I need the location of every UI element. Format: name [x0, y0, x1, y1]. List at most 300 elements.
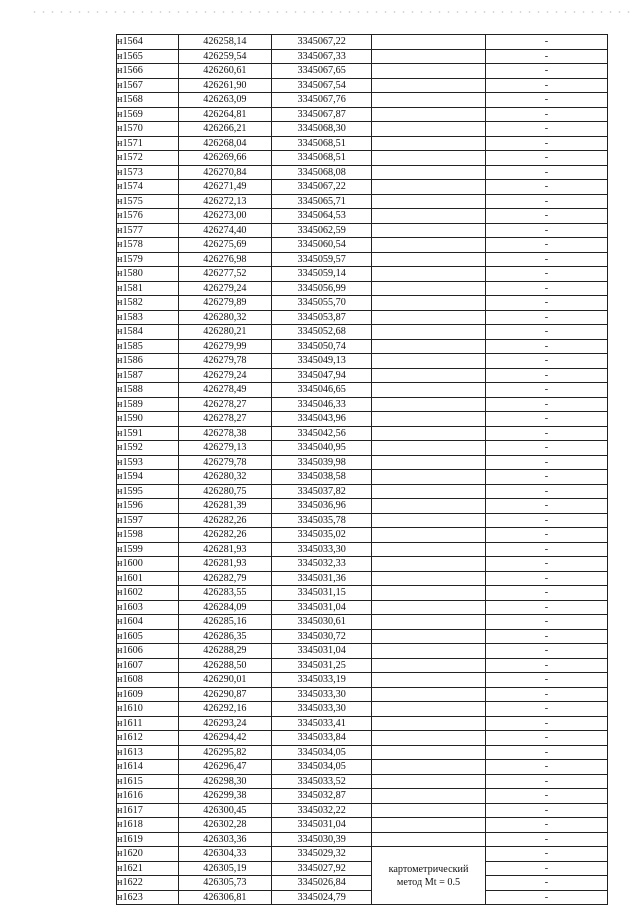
y-coordinate-cell: 3345067,22 — [272, 35, 372, 50]
method-column-cell — [372, 107, 486, 122]
y-coordinate-cell: 3345037,82 — [272, 484, 372, 499]
method-column-cell — [372, 238, 486, 253]
x-coordinate-cell: 426273,00 — [178, 209, 272, 224]
x-coordinate-cell: 426279,13 — [178, 441, 272, 456]
method-column-cell — [372, 658, 486, 673]
point-id-cell: н1574 — [117, 180, 179, 195]
method-column-cell — [372, 35, 486, 50]
point-id-cell: н1586 — [117, 354, 179, 369]
method-column-cell — [372, 455, 486, 470]
point-id-cell: н1601 — [117, 571, 179, 586]
point-id-cell: н1599 — [117, 542, 179, 557]
point-id-cell: н1618 — [117, 818, 179, 833]
point-id-cell: н1585 — [117, 339, 179, 354]
x-coordinate-cell: 426260,61 — [178, 64, 272, 79]
y-coordinate-cell: 3345032,87 — [272, 789, 372, 804]
coordinates-table-body — [117, 35, 608, 905]
x-coordinate-cell: 426290,01 — [178, 673, 272, 688]
table-row — [117, 803, 608, 818]
method-column-cell — [372, 223, 486, 238]
x-coordinate-cell: 426258,14 — [178, 35, 272, 50]
point-id-cell: н1607 — [117, 658, 179, 673]
accuracy-cell: - — [485, 252, 607, 267]
table-row — [117, 194, 608, 209]
accuracy-cell: - — [485, 368, 607, 383]
y-coordinate-cell: 3345033,41 — [272, 716, 372, 731]
table-row — [117, 339, 608, 354]
method-column-cell — [372, 673, 486, 688]
point-id-cell: н1578 — [117, 238, 179, 253]
table-row — [117, 818, 608, 833]
y-coordinate-cell: 3345032,33 — [272, 557, 372, 572]
table-row — [117, 78, 608, 93]
x-coordinate-cell: 426280,32 — [178, 310, 272, 325]
method-column-cell — [372, 78, 486, 93]
method-column-cell — [372, 702, 486, 717]
table-row — [117, 325, 608, 340]
point-id-cell: н1583 — [117, 310, 179, 325]
method-column-cell — [372, 774, 486, 789]
table-row — [117, 644, 608, 659]
point-id-cell: н1604 — [117, 615, 179, 630]
y-coordinate-cell: 3345033,84 — [272, 731, 372, 746]
x-coordinate-cell: 426295,82 — [178, 745, 272, 760]
accuracy-cell: - — [485, 267, 607, 282]
y-coordinate-cell: 3345053,87 — [272, 310, 372, 325]
y-coordinate-cell: 3345031,04 — [272, 644, 372, 659]
table-row — [117, 252, 608, 267]
y-coordinate-cell: 3345067,33 — [272, 49, 372, 64]
table-row — [117, 122, 608, 137]
x-coordinate-cell: 426279,99 — [178, 339, 272, 354]
table-row — [117, 238, 608, 253]
point-id-cell: н1598 — [117, 528, 179, 543]
x-coordinate-cell: 426282,26 — [178, 513, 272, 528]
table-row — [117, 557, 608, 572]
y-coordinate-cell: 3345065,71 — [272, 194, 372, 209]
x-coordinate-cell: 426279,24 — [178, 281, 272, 296]
table-row — [117, 615, 608, 630]
x-coordinate-cell: 426306,81 — [178, 890, 272, 905]
accuracy-cell: - — [485, 339, 607, 354]
point-id-cell: н1620 — [117, 847, 179, 862]
y-coordinate-cell: 3345034,05 — [272, 745, 372, 760]
method-column-cell — [372, 716, 486, 731]
accuracy-cell: - — [485, 136, 607, 151]
accuracy-cell: - — [485, 629, 607, 644]
point-id-cell: н1572 — [117, 151, 179, 166]
y-coordinate-cell: 3345068,51 — [272, 136, 372, 151]
x-coordinate-cell: 426285,16 — [178, 615, 272, 630]
y-coordinate-cell: 3345046,33 — [272, 397, 372, 412]
table-row — [117, 528, 608, 543]
x-coordinate-cell: 426282,79 — [178, 571, 272, 586]
method-column-cell — [372, 281, 486, 296]
accuracy-cell: - — [485, 325, 607, 340]
method-column-cell — [372, 803, 486, 818]
table-row — [117, 296, 608, 311]
point-id-cell: н1579 — [117, 252, 179, 267]
y-coordinate-cell: 3345068,30 — [272, 122, 372, 137]
accuracy-cell: - — [485, 557, 607, 572]
accuracy-cell: - — [485, 238, 607, 253]
table-row — [117, 209, 608, 224]
point-id-cell: н1619 — [117, 832, 179, 847]
x-coordinate-cell: 426281,93 — [178, 557, 272, 572]
table-row — [117, 93, 608, 108]
point-id-cell: н1570 — [117, 122, 179, 137]
point-id-cell: н1611 — [117, 716, 179, 731]
point-id-cell: н1600 — [117, 557, 179, 572]
y-coordinate-cell: 3345043,96 — [272, 412, 372, 427]
accuracy-cell: - — [485, 861, 607, 876]
point-id-cell: н1610 — [117, 702, 179, 717]
accuracy-cell: - — [485, 818, 607, 833]
method-column-cell — [372, 267, 486, 282]
method-column-cell — [372, 484, 486, 499]
x-coordinate-cell: 426268,04 — [178, 136, 272, 151]
accuracy-cell: - — [485, 354, 607, 369]
x-coordinate-cell: 426304,33 — [178, 847, 272, 862]
table-row — [117, 702, 608, 717]
y-coordinate-cell: 3345035,78 — [272, 513, 372, 528]
y-coordinate-cell: 3345034,05 — [272, 760, 372, 775]
y-coordinate-cell: 3345029,32 — [272, 847, 372, 862]
point-id-cell: н1569 — [117, 107, 179, 122]
accuracy-cell: - — [485, 223, 607, 238]
table-row — [117, 890, 608, 905]
accuracy-cell: - — [485, 470, 607, 485]
accuracy-cell: - — [485, 687, 607, 702]
x-coordinate-cell: 426305,73 — [178, 876, 272, 891]
x-coordinate-cell: 426283,55 — [178, 586, 272, 601]
accuracy-cell: - — [485, 731, 607, 746]
point-id-cell: н1623 — [117, 890, 179, 905]
x-coordinate-cell: 426303,36 — [178, 832, 272, 847]
point-id-cell: н1589 — [117, 397, 179, 412]
method-column-cell — [372, 760, 486, 775]
y-coordinate-cell: 3345036,96 — [272, 499, 372, 514]
accuracy-cell: - — [485, 64, 607, 79]
accuracy-cell: - — [485, 499, 607, 514]
method-column-cell — [372, 513, 486, 528]
y-coordinate-cell: 3345031,04 — [272, 600, 372, 615]
accuracy-cell: - — [485, 151, 607, 166]
point-id-cell: н1616 — [117, 789, 179, 804]
method-column-cell — [372, 832, 486, 847]
table-row — [117, 658, 608, 673]
accuracy-cell: - — [485, 296, 607, 311]
table-row — [117, 861, 608, 876]
method-column-cell — [372, 93, 486, 108]
x-coordinate-cell: 426277,52 — [178, 267, 272, 282]
point-id-cell: н1594 — [117, 470, 179, 485]
x-coordinate-cell: 426275,69 — [178, 238, 272, 253]
table-row — [117, 484, 608, 499]
accuracy-cell: - — [485, 35, 607, 50]
method-column-cell — [372, 745, 486, 760]
accuracy-cell: - — [485, 180, 607, 195]
point-id-cell: н1581 — [117, 281, 179, 296]
method-column-cell — [372, 687, 486, 702]
method-column-cell — [372, 615, 486, 630]
method-column-cell — [372, 209, 486, 224]
x-coordinate-cell: 426305,19 — [178, 861, 272, 876]
y-coordinate-cell: 3345030,39 — [272, 832, 372, 847]
accuracy-cell: - — [485, 310, 607, 325]
accuracy-cell: - — [485, 281, 607, 296]
x-coordinate-cell: 426281,39 — [178, 499, 272, 514]
point-id-cell: н1622 — [117, 876, 179, 891]
x-coordinate-cell: 426263,09 — [178, 93, 272, 108]
y-coordinate-cell: 3345068,08 — [272, 165, 372, 180]
y-coordinate-cell: 3345038,58 — [272, 470, 372, 485]
table-row — [117, 397, 608, 412]
accuracy-cell: - — [485, 441, 607, 456]
method-column-cell — [372, 136, 486, 151]
y-coordinate-cell: 3345031,25 — [272, 658, 372, 673]
x-coordinate-cell: 426298,30 — [178, 774, 272, 789]
method-column-cell — [372, 629, 486, 644]
y-coordinate-cell: 3345049,13 — [272, 354, 372, 369]
method-column-cell — [372, 49, 486, 64]
accuracy-cell: - — [485, 426, 607, 441]
accuracy-cell: - — [485, 774, 607, 789]
point-id-cell: н1584 — [117, 325, 179, 340]
table-row — [117, 789, 608, 804]
accuracy-cell: - — [485, 122, 607, 137]
method-column-cell — [372, 151, 486, 166]
y-coordinate-cell: 3345039,98 — [272, 455, 372, 470]
table-row — [117, 455, 608, 470]
y-coordinate-cell: 3345067,22 — [272, 180, 372, 195]
y-coordinate-cell: 3345033,30 — [272, 542, 372, 557]
point-id-cell: н1621 — [117, 861, 179, 876]
method-column-cell — [372, 165, 486, 180]
table-row — [117, 586, 608, 601]
table-row — [117, 673, 608, 688]
method-column-cell — [372, 557, 486, 572]
y-coordinate-cell: 3345050,74 — [272, 339, 372, 354]
method-column-cell — [372, 528, 486, 543]
method-column-cell — [372, 412, 486, 427]
y-coordinate-cell: 3345067,65 — [272, 64, 372, 79]
y-coordinate-cell: 3345067,87 — [272, 107, 372, 122]
accuracy-cell: - — [485, 107, 607, 122]
point-id-cell: н1615 — [117, 774, 179, 789]
accuracy-cell: - — [485, 209, 607, 224]
y-coordinate-cell: 3345062,59 — [272, 223, 372, 238]
method-column-cell — [372, 354, 486, 369]
accuracy-cell: - — [485, 586, 607, 601]
table-row — [117, 281, 608, 296]
point-id-cell: н1606 — [117, 644, 179, 659]
method-column-cell — [372, 600, 486, 615]
method-column-cell — [372, 426, 486, 441]
table-row — [117, 35, 608, 50]
table-row — [117, 847, 608, 862]
y-coordinate-cell: 3345030,61 — [272, 615, 372, 630]
y-coordinate-cell: 3345035,02 — [272, 528, 372, 543]
table-row — [117, 760, 608, 775]
table-row — [117, 180, 608, 195]
method-column-cell — [372, 383, 486, 398]
table-row — [117, 426, 608, 441]
x-coordinate-cell: 426288,29 — [178, 644, 272, 659]
accuracy-cell: - — [485, 571, 607, 586]
table-row — [117, 441, 608, 456]
table-row — [117, 832, 608, 847]
accuracy-cell: - — [485, 745, 607, 760]
method-column-cell — [372, 325, 486, 340]
table-row — [117, 64, 608, 79]
point-id-cell: н1582 — [117, 296, 179, 311]
table-row — [117, 136, 608, 151]
point-id-cell: н1564 — [117, 35, 179, 50]
y-coordinate-cell: 3345031,04 — [272, 818, 372, 833]
method-column-cell — [372, 818, 486, 833]
method-column-cell — [372, 368, 486, 383]
x-coordinate-cell: 426302,28 — [178, 818, 272, 833]
table-row — [117, 687, 608, 702]
x-coordinate-cell: 426299,38 — [178, 789, 272, 804]
table-row — [117, 165, 608, 180]
table-row — [117, 513, 608, 528]
table-row — [117, 223, 608, 238]
x-coordinate-cell: 426264,81 — [178, 107, 272, 122]
point-id-cell: н1575 — [117, 194, 179, 209]
x-coordinate-cell: 426272,13 — [178, 194, 272, 209]
y-coordinate-cell: 3345027,92 — [272, 861, 372, 876]
method-column-cell — [372, 64, 486, 79]
table-row — [117, 267, 608, 282]
accuracy-cell: - — [485, 702, 607, 717]
y-coordinate-cell: 3345042,56 — [272, 426, 372, 441]
point-id-cell: н1576 — [117, 209, 179, 224]
accuracy-cell: - — [485, 528, 607, 543]
accuracy-cell: - — [485, 847, 607, 862]
point-id-cell: н1617 — [117, 803, 179, 818]
y-coordinate-cell: 3345064,53 — [272, 209, 372, 224]
x-coordinate-cell: 426278,38 — [178, 426, 272, 441]
table-row — [117, 49, 608, 64]
point-id-cell: н1568 — [117, 93, 179, 108]
method-column-cell — [372, 789, 486, 804]
point-id-cell: н1590 — [117, 412, 179, 427]
table-row — [117, 354, 608, 369]
x-coordinate-cell: 426266,21 — [178, 122, 272, 137]
scan-noise — [30, 10, 630, 14]
table-row — [117, 151, 608, 166]
x-coordinate-cell: 426286,35 — [178, 629, 272, 644]
point-id-cell: н1580 — [117, 267, 179, 282]
x-coordinate-cell: 426296,47 — [178, 760, 272, 775]
method-column-cell — [372, 499, 486, 514]
method-column-cell — [372, 194, 486, 209]
accuracy-cell: - — [485, 49, 607, 64]
accuracy-cell: - — [485, 760, 607, 775]
accuracy-cell: - — [485, 716, 607, 731]
point-id-cell: н1597 — [117, 513, 179, 528]
point-id-cell: н1613 — [117, 745, 179, 760]
accuracy-cell: - — [485, 194, 607, 209]
method-column-cell — [372, 586, 486, 601]
accuracy-cell: - — [485, 397, 607, 412]
table-row — [117, 470, 608, 485]
point-id-cell: н1603 — [117, 600, 179, 615]
method-name: картометрический — [388, 863, 469, 875]
table-row — [117, 571, 608, 586]
table-row — [117, 774, 608, 789]
accuracy-cell: - — [485, 673, 607, 688]
point-id-cell: н1595 — [117, 484, 179, 499]
x-coordinate-cell: 426294,42 — [178, 731, 272, 746]
accuracy-cell: - — [485, 832, 607, 847]
point-id-cell: н1609 — [117, 687, 179, 702]
point-id-cell: н1573 — [117, 165, 179, 180]
method-column-cell — [372, 339, 486, 354]
y-coordinate-cell: 3345059,57 — [272, 252, 372, 267]
x-coordinate-cell: 426293,24 — [178, 716, 272, 731]
table-row — [117, 542, 608, 557]
method-column-cell — [372, 441, 486, 456]
method-column-cell — [372, 180, 486, 195]
point-id-cell: н1612 — [117, 731, 179, 746]
accuracy-cell: - — [485, 93, 607, 108]
y-coordinate-cell: 3345033,19 — [272, 673, 372, 688]
y-coordinate-cell: 3345024,79 — [272, 890, 372, 905]
point-id-cell: н1592 — [117, 441, 179, 456]
point-id-cell: н1587 — [117, 368, 179, 383]
accuracy-cell: - — [485, 789, 607, 804]
point-id-cell: н1605 — [117, 629, 179, 644]
y-coordinate-cell: 3345030,72 — [272, 629, 372, 644]
x-coordinate-cell: 426269,66 — [178, 151, 272, 166]
method-column-cell — [372, 571, 486, 586]
method-column-cell — [372, 252, 486, 267]
table-row — [117, 629, 608, 644]
accuracy-cell: - — [485, 890, 607, 905]
point-id-cell: н1591 — [117, 426, 179, 441]
point-id-cell: н1608 — [117, 673, 179, 688]
x-coordinate-cell: 426288,50 — [178, 658, 272, 673]
x-coordinate-cell: 426282,26 — [178, 528, 272, 543]
table-row — [117, 310, 608, 325]
point-id-cell: н1565 — [117, 49, 179, 64]
y-coordinate-cell: 3345031,15 — [272, 586, 372, 601]
table-row — [117, 600, 608, 615]
accuracy-cell: - — [485, 412, 607, 427]
y-coordinate-cell: 3345047,94 — [272, 368, 372, 383]
y-coordinate-cell: 3345026,84 — [272, 876, 372, 891]
x-coordinate-cell: 426279,78 — [178, 354, 272, 369]
y-coordinate-cell: 3345046,65 — [272, 383, 372, 398]
accuracy-cell: - — [485, 484, 607, 499]
accuracy-cell: - — [485, 513, 607, 528]
y-coordinate-cell: 3345033,52 — [272, 774, 372, 789]
y-coordinate-cell: 3345067,76 — [272, 93, 372, 108]
accuracy-cell: - — [485, 876, 607, 891]
accuracy-cell: - — [485, 658, 607, 673]
y-coordinate-cell: 3345040,95 — [272, 441, 372, 456]
y-coordinate-cell: 3345068,51 — [272, 151, 372, 166]
y-coordinate-cell: 3345059,14 — [272, 267, 372, 282]
x-coordinate-cell: 426261,90 — [178, 78, 272, 93]
y-coordinate-cell: 3345055,70 — [272, 296, 372, 311]
point-id-cell: н1593 — [117, 455, 179, 470]
accuracy-cell: - — [485, 644, 607, 659]
x-coordinate-cell: 426278,27 — [178, 412, 272, 427]
